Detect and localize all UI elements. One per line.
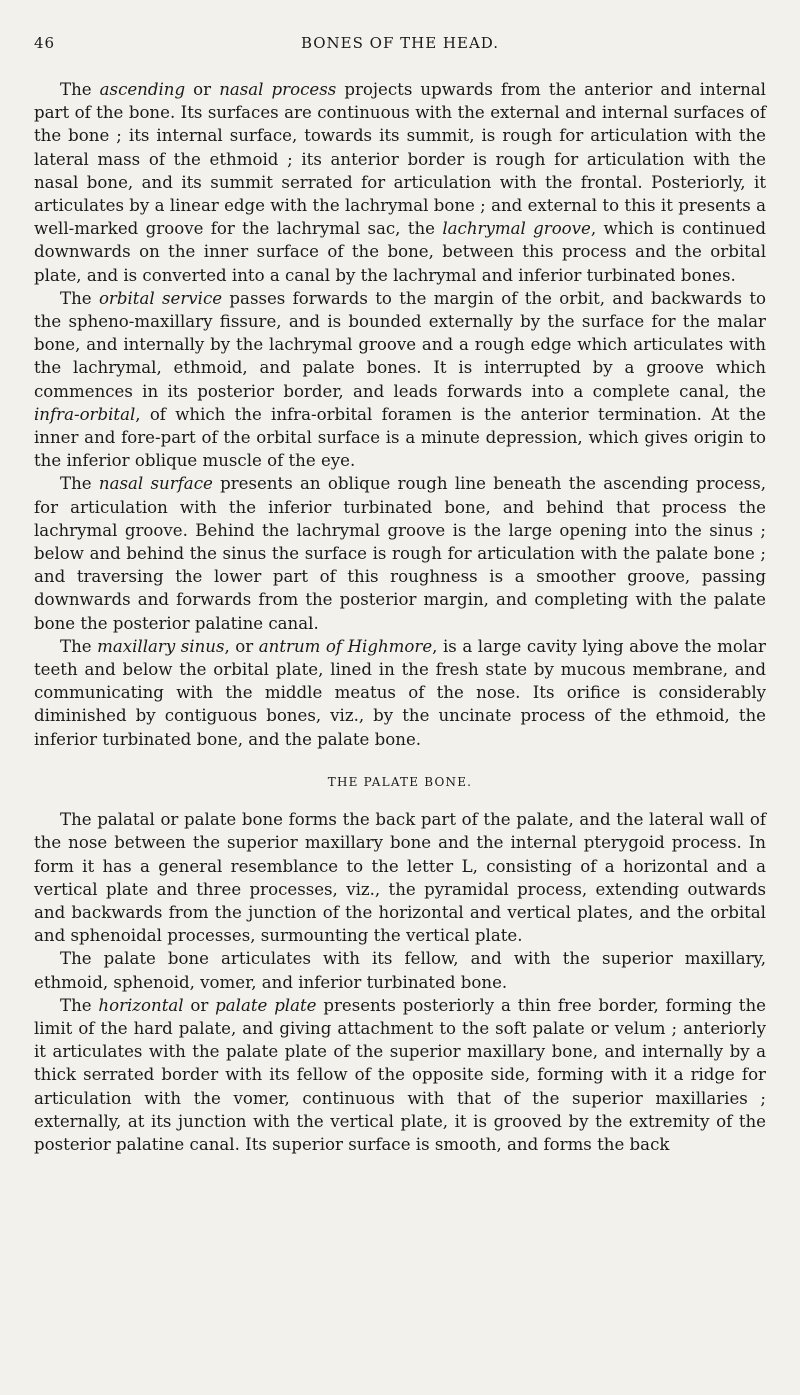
italic-term: nasal surface (98, 474, 213, 494)
text-run: The (60, 288, 99, 308)
running-title: BONES OF THE HEAD. (300, 34, 500, 52)
page-header (34, 34, 766, 58)
text-run: The palate bone articulates with its fellow, and with the superior maxillary, ethmoid, sphenoid, vomer, and inferior turbinated bone. (34, 949, 766, 992)
italic-term: palate plate (215, 995, 317, 1015)
text-run: , or (224, 636, 259, 656)
italic-term: ascending (99, 80, 186, 99)
paragraph-orbital-surface (34, 287, 766, 473)
text-run: presents an oblique rough line beneath the ascending process, for articulation with the inferior turbinated bone, and behind that process the lachrymal groove. Behind the lachrymal groove is the large opening into the sinus ; below and behind the sinus the surface is rough for articulation with the palate bone ; and traversing the lower part of this roughness is a smoother groove, passing downwards and forwards from the posterior margin, and completing with the palate bone the posterior palatine canal. (34, 474, 766, 633)
text-run: projects upwards from the anterior and internal part of the bone. Its surfaces are continuous with the external and internal surfaces of the bone ; its internal surface, towards its summit, is rough for articulation with the lateral mass of the ethmoid ; its anterior border is rough for articulation with the nasal bone, and its summit serrated for articulation with the frontal. Posteriorly, it articulates by a linear edge with the lachrymal bone ; and external to this it presents a well-marked groove for the lachrymal sac, the (34, 80, 766, 239)
paragraph-palate-bone-intro (34, 808, 766, 947)
text-run: passes forwards to the margin of the orbit, and backwards to the spheno-maxillary fissure, and is bounded externally by the surface for the malar bone, and internally by the lachrymal groove and a rough edge which articulates with the lachrymal, ethmoid, and palate bones. It is interrupted by a groove which commences in its posterior border, and leads forwards into a complete canal, the (34, 288, 767, 401)
italic-term: orbital service (98, 288, 223, 308)
text-run: or (183, 995, 216, 1015)
body-text (34, 78, 766, 1156)
paragraph-horizontal-plate (34, 994, 766, 1156)
section-heading-palate-bone: THE PALATE BONE. (327, 774, 473, 789)
paragraph-nasal-surface (34, 472, 766, 634)
italic-term: antrum of Highmore (258, 636, 433, 656)
text-run: presents posteriorly a thin free border, forming the limit of the hard palate, and giving attachment to the soft palate or velum ; anteriorly it articulates with the palate plate of the superior maxillary bone, and internally by a thick serrated border with its fellow of the opposite side, forming with it a ridge for articulation with the vomer, continuous with that of the superior maxillaries ; externally, at its junction with the vertical plate, it is grooved by the extremity of the posterior palatine canal. Its superior surface is smooth, and forms the back (34, 995, 766, 1154)
italic-term: nasal process (219, 80, 337, 99)
text-run: or (185, 80, 220, 99)
text-run: The (60, 636, 98, 656)
paragraph-ascending-process (34, 78, 766, 287)
text-run: , of which the infra-orbital foramen is the anterior termination. At the inner and fore-part of the orbital surface is a minute depression, which gives origin to the inferior oblique muscle of the eye. (34, 404, 766, 471)
text-run: , is a large cavity lying above the molar teeth and below the orbital plate, lined in the fresh state by mucous membrane, and communicating with the middle meatus of the nose. Its orifice is considerably diminished by contiguous bones, viz., by the uncinate process of the ethmoid, the inferior turbinated bone, and the palate bone. (34, 636, 766, 749)
italic-term: lachrymal groove (442, 219, 591, 239)
italic-term: maxillary sinus (97, 636, 225, 656)
italic-term: horizontal (98, 995, 184, 1015)
text-run: , which is continued downwards on the inner surface of the bone, between this process and the orbital plate, and is converted into a canal by the lachrymal and inferior turbinated bones. (34, 219, 766, 285)
text-run: The palatal or palate bone forms the back part of the palate, and the lateral wall of the nose between the superior maxillary bone and the internal pterygoid process. In form it has a general resemblance to the letter L, consisting of a horizontal and a vertical plate and three processes, viz., the pyramidal process, extending outwards and backwards from the junction of the horizontal and vertical plates, and the orbital and sphenoidal processes, surmounting the vertical plate. (34, 810, 766, 946)
paragraph-palate-articulations (34, 947, 766, 993)
text-run: The (60, 995, 99, 1015)
page-number: 46 (34, 34, 56, 52)
italic-term: infra-orbital (34, 404, 136, 424)
paragraph-maxillary-sinus (34, 635, 766, 751)
text-run: The (60, 80, 100, 99)
text-run: The (60, 474, 99, 494)
